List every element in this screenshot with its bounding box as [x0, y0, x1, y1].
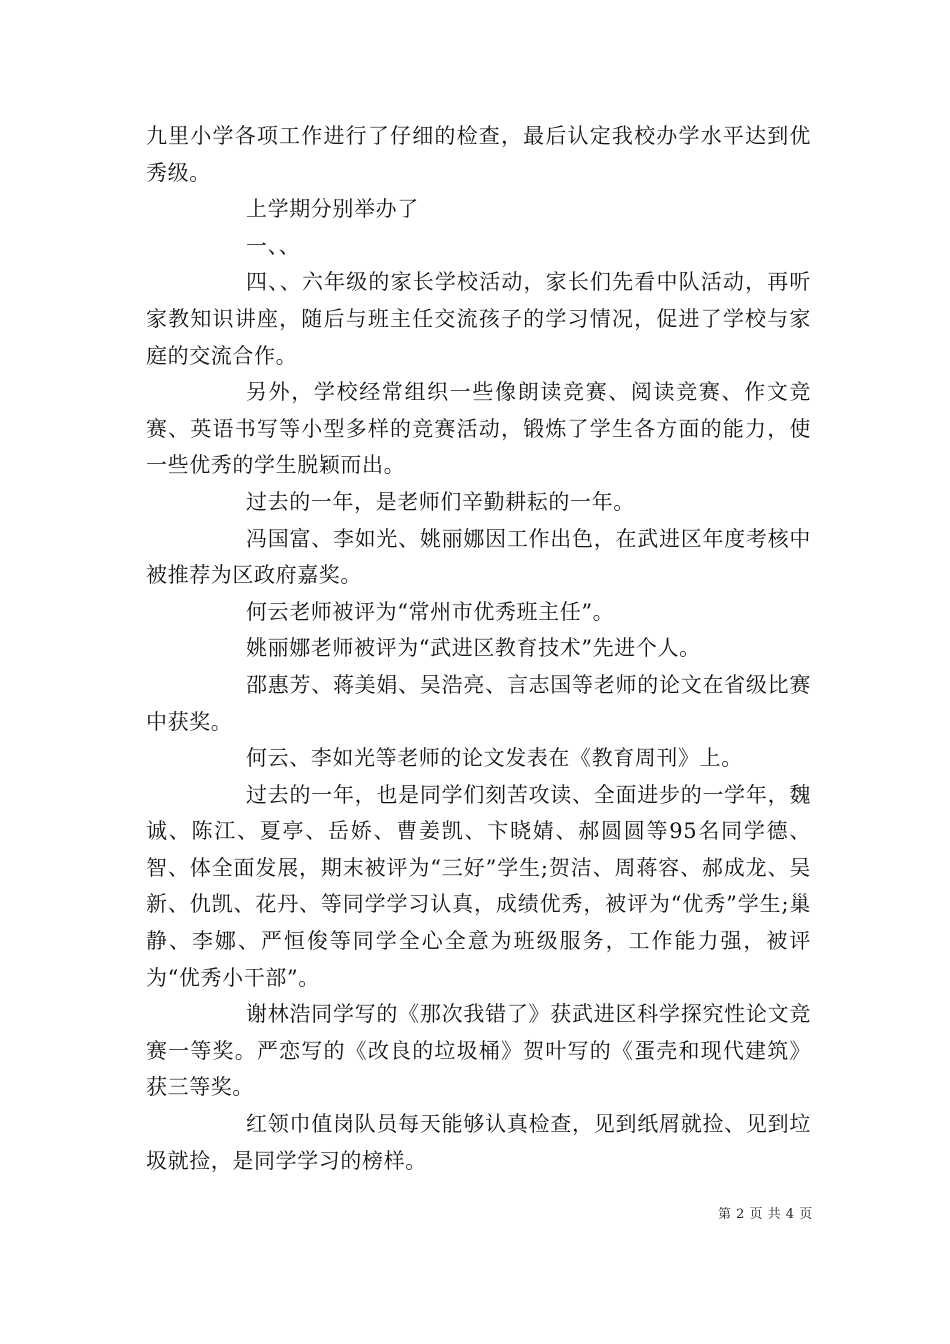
paragraph-parent-school: 四、、六年级的家长学校活动，家长们先看中队活动，再听家教知识讲座，随后与班主任交流孩子的学习情况，促进了学校与家庭的交流合作。: [146, 270, 811, 368]
page-number: 第 2 页 共 4 页: [718, 1207, 813, 1222]
paragraph-competitions: 另外，学校经常组织一些像朗读竞赛、阅读竞赛、作文竞赛、英语书写等小型多样的竞赛活动，锻炼了学生各方面的能力，使一些优秀的学生脱颖而出。: [146, 380, 811, 478]
paragraph-teachers-year: 过去的一年，是老师们辛勤耕耘的一年。: [246, 489, 635, 514]
document-body: [146, 118, 811, 1179]
paragraph-science-awards: 谢林浩同学写的《那次我错了》获武进区科学探究性论文竞赛一等奖。严恋写的《改良的垃圾桶》贺叶写的《蛋壳和现代建筑》获三等奖。: [146, 1002, 811, 1100]
paragraph-paper-awards: 邵惠芳、蒋美娟、吴浩亮、言志国等老师的论文在省级比赛中获奖。: [146, 672, 811, 734]
paragraph-red-scarf: 红领巾值岗队员每天能够认真检查，见到纸屑就捡、见到垃圾就捡，是同学学习的榜样。: [146, 1112, 811, 1173]
paragraph-paper-published: 何云、李如光等老师的论文发表在《教育周刊》上。: [246, 746, 743, 771]
paragraph-events-list: 一、、: [246, 233, 301, 258]
paragraph-heyun-award: 何云老师被评为“常州市优秀班主任”。: [246, 599, 615, 624]
paragraph-yaolina-award: 姚丽娜老师被评为“武进区教育技术”先进个人。: [246, 636, 701, 661]
paragraph-teacher-awards: 冯国富、李如光、姚丽娜因工作出色，在武进区年度考核中被推荐为区政府嘉奖。: [146, 526, 811, 588]
paragraph-events-intro: 上学期分别举办了: [246, 197, 419, 222]
paragraph-student-awards: 过去的一年，也是同学们刻苦攻读、全面进步的一学年，魏诚、陈江、夏亭、岳娇、曹姜凯、卞晓婧、郝圆圆等95名同学德、智、体全面发展，期末被评为“三好”学生;贺洁、周蒋容、郝成龙、吴新、仇凯、花丹、等同学学习认真，成绩优秀，被评为“优秀”学生;巢静、李娜、严恒俊等同学全心全意为班级服务，工作能力强，被评为“优秀小干部”。: [146, 782, 811, 990]
paragraph-continuation: 九里小学各项工作进行了仔细的检查，最后认定我校办学水平达到优秀级。: [146, 124, 811, 185]
